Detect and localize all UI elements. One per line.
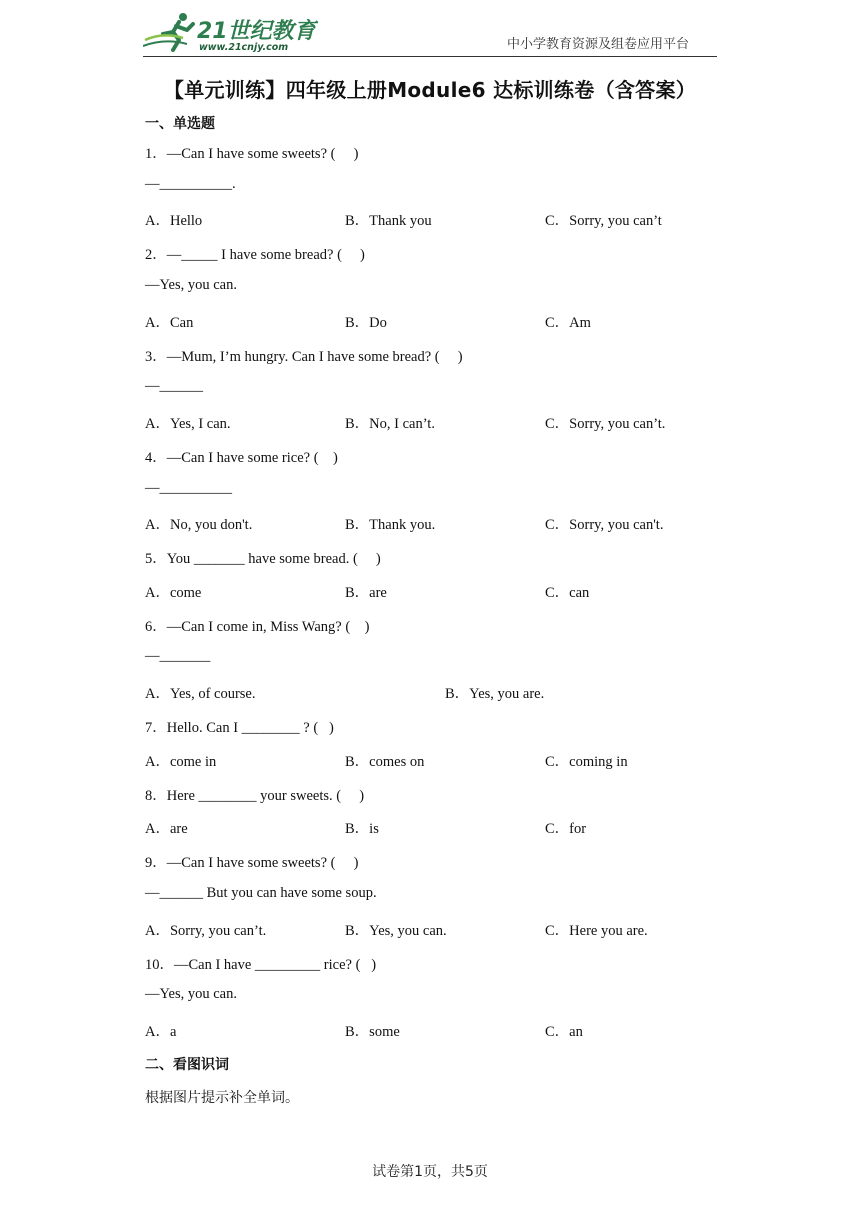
question-stem: 8．Here ________ your sweets. ( ) (145, 788, 365, 804)
question-stem: 4．—Can I have some rice? ( ) (145, 450, 338, 466)
option-a[interactable]: A．Yes, I can. (145, 416, 231, 432)
option-c[interactable]: C．coming in (545, 754, 628, 770)
option-c[interactable]: C．Sorry, you can’t (545, 213, 662, 229)
runner-icon (143, 13, 193, 50)
option-c[interactable]: C．an (545, 1024, 583, 1040)
question-stem: 6．—Can I come in, Miss Wang? ( ) (145, 619, 370, 635)
option-b[interactable]: B．Yes, you can. (345, 923, 447, 939)
option-b[interactable]: B．are (345, 585, 387, 601)
option-c[interactable]: C．Sorry, you can't. (545, 517, 664, 533)
option-a[interactable]: A．Can (145, 315, 194, 331)
option-a[interactable]: A．come (145, 585, 202, 601)
option-c[interactable]: C．Sorry, you can’t. (545, 416, 666, 432)
platform-text: 中小学教育资源及组卷应用平台 (506, 37, 689, 52)
option-a[interactable]: A．Hello (145, 213, 203, 229)
question-line: —_______ (145, 648, 211, 664)
section-title: 一、单选题 (145, 116, 215, 132)
option-b[interactable]: B．Yes, you are. (445, 686, 545, 702)
question-line: —______ (145, 378, 203, 394)
option-c[interactable]: C．can (545, 585, 590, 601)
option-b[interactable]: B．Thank you (345, 213, 432, 229)
option-b[interactable]: B．No, I can’t. (345, 416, 435, 432)
page-header (143, 10, 717, 57)
option-a[interactable]: A．come in (145, 754, 217, 770)
question-line: —__________ (145, 480, 232, 496)
question-stem: 5．You _______ have some bread. ( ) (145, 551, 381, 567)
option-b[interactable]: B．comes on (345, 754, 425, 770)
question-stem: 2．—_____ I have some bread? ( ) (145, 247, 365, 263)
question-line: —______ But you can have some soup. (145, 885, 377, 901)
option-a[interactable]: A．are (145, 821, 188, 837)
section-title: 二、看图识词 (145, 1057, 229, 1073)
option-a[interactable]: A．Sorry, you can’t. (145, 923, 267, 939)
question-stem: 9．—Can I have some sweets? ( ) (145, 855, 359, 871)
page-footer: 试卷第1页，共5页 (372, 1164, 488, 1180)
option-a[interactable]: A．Yes, of course. (145, 686, 256, 702)
question-stem: 7．Hello. Can I ________ ? ( ) (145, 720, 334, 736)
option-a[interactable]: A．No, you don't. (145, 517, 253, 533)
option-b[interactable]: B．is (345, 821, 379, 837)
option-c[interactable]: C．for (545, 821, 587, 837)
logo-sub-text: www.21cnjy.com (199, 42, 289, 53)
option-b[interactable]: B．Do (345, 315, 387, 331)
option-b[interactable]: B．some (345, 1024, 400, 1040)
option-c[interactable]: C．Am (545, 315, 591, 331)
question-stem: 3．—Mum, I’m hungry. Can I have some bread? ( ) (145, 349, 463, 365)
logo-main-text: 21世纪教育 (197, 19, 316, 44)
question-line: —__________. (145, 176, 236, 192)
question-stem: 1．—Can I have some sweets? ( ) (145, 146, 359, 162)
question-line: —Yes, you can. (145, 277, 237, 293)
question-stem: 10．—Can I have _________ rice? ( ) (145, 957, 377, 973)
site-logo (143, 10, 318, 54)
option-c[interactable]: C．Here you are. (545, 923, 648, 939)
document-title: 【单元训练】四年级上册Module6 达标训练卷（含答案） (163, 78, 697, 102)
question-line: —Yes, you can. (145, 986, 237, 1002)
option-b[interactable]: B．Thank you. (345, 517, 436, 533)
section-instruction: 根据图片提示补全单词。 (145, 1090, 299, 1106)
option-a[interactable]: A．a (145, 1024, 177, 1040)
